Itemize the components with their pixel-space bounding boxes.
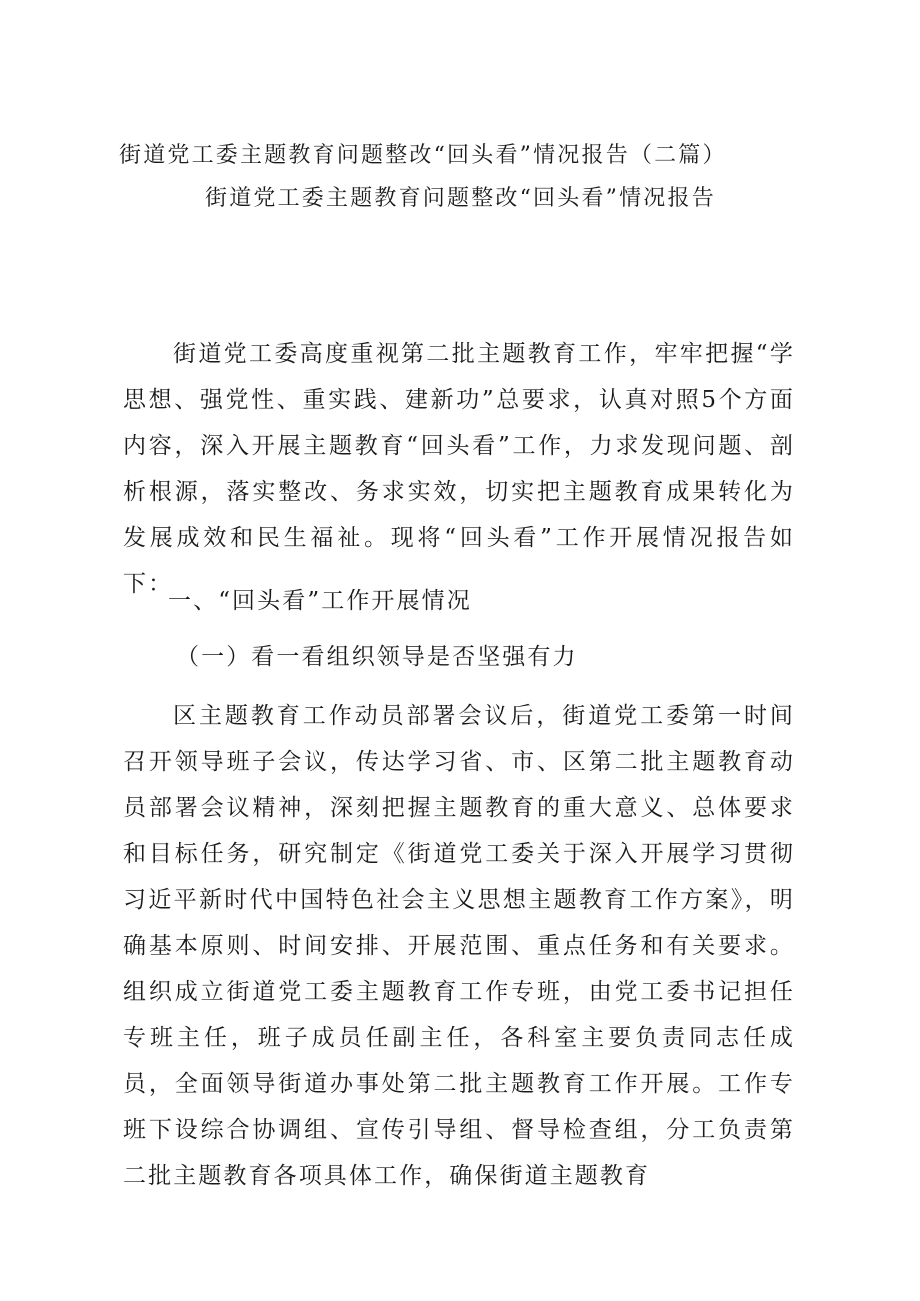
intro-paragraph: 街道党工委高度重视第二批主题教育工作，牢牢把握“学思想、强党性、重实践、建新功”总要求，认真对照5个方面内容，深入开展主题教育“回头看”工作，力求发现问题、剖析根源，落实整改、务求实效，切实把主题教育成果转化为发展成效和民生福祉。现将“回头看”工作开展情况报告如下：	[123, 341, 795, 597]
body-paragraph: 区主题教育工作动员部署会议后，街道党工委第一时间召开领导班子会议，传达学习省、市、区第二批主题教育动员部署会议精神，深刻把握主题教育的重大意义、总体要求和目标任务，研究制定《街道党工委关于深入开展学习贯彻习近平新时代中国特色社会主义思想主题教育工作方案》，明确基本原则、时间安排、开展范围、重点任务和有关要求。组织成立街道党工委主题教育工作专班，由党工委书记担任专班主任，班子成员任副主任，各科室主要负责同志任成员，全面领导街道办事处第二批主题教育工作开展。工作专班下设综合协调组、宣传引导组、督导检查组，分工负责第二批主题教育各项具体工作，确保街道主题教育	[123, 703, 795, 1189]
document-title: 街道党工委主题教育问题整改“回头看”情况报告（二篇）	[119, 143, 727, 168]
document-subtitle: 街道党工委主题教育问题整改“回头看”情况报告	[205, 186, 716, 211]
section-heading: 一、“回头看”工作开展情况	[168, 588, 472, 614]
subsection-heading: （一）看一看组织领导是否坚强有力	[176, 644, 578, 670]
